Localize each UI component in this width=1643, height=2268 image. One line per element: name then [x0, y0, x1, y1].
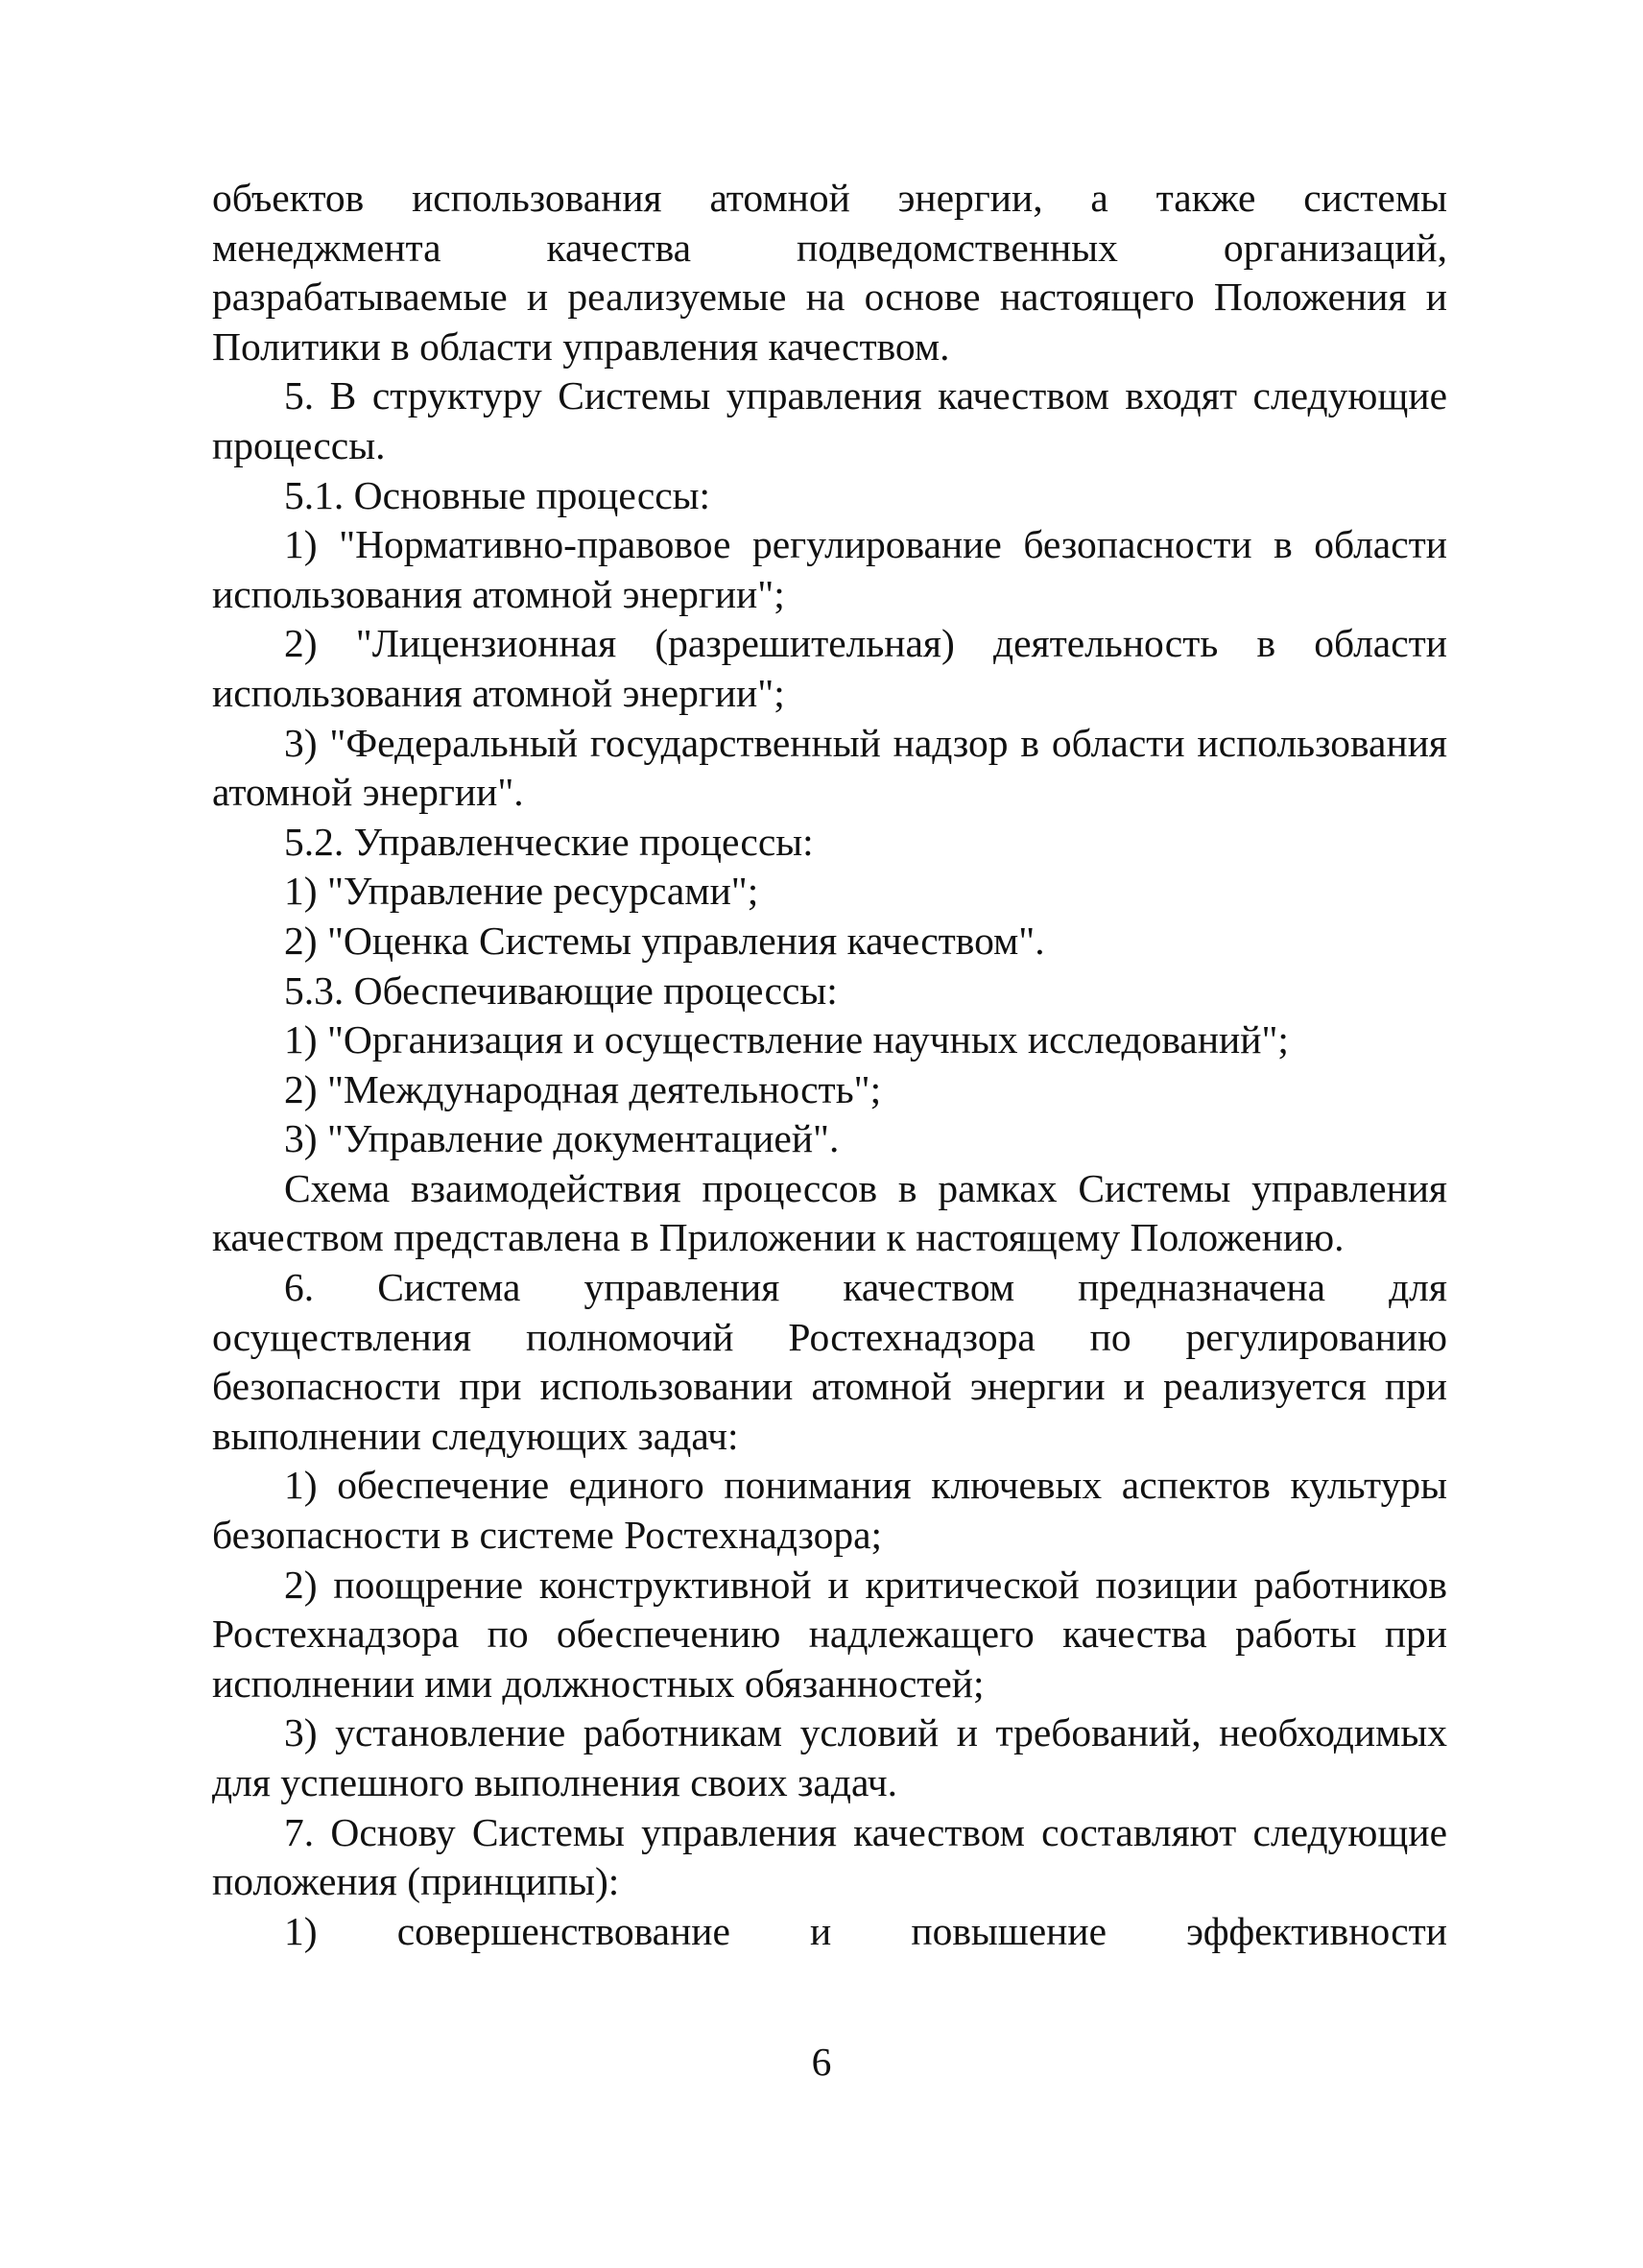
- list-item: 3) установление работникам условий и требований, необходимых для успешного выполнения своих задач.: [212, 1710, 1447, 1804]
- paragraph-scheme: Схема взаимодействия процессов в рамках Системы управления качеством представлена в Приложении к настоящему Положению.: [212, 1165, 1447, 1260]
- document-body: [212, 174, 1447, 1956]
- list-item: 1) обеспечение единого понимания ключевых аспектов культуры безопасности в системе Ростехнадзора;: [212, 1463, 1447, 1558]
- list-item: 2) поощрение конструктивной и критической позиции работников Ростехнадзора по обеспечению надлежащего качества работы при исполнении ими должностных обязанностей;: [212, 1562, 1447, 1706]
- list-item: 2) "Международная деятельность";: [284, 1066, 882, 1111]
- list-item: 1) "Нормативно-правовое регулирование безопасности в области использования атомной энергии";: [212, 522, 1447, 616]
- list-item: 3) "Управление документацией".: [284, 1116, 840, 1161]
- list-item: 1) совершенствование и повышение эффективности: [284, 1908, 1447, 1953]
- paragraph-continuation: объектов использования атомной энергии, а также системы менеджмента качества подведомственных организаций, разрабатываемые и реализуемые на основе настоящего Положения и Политики в области управления качеством.: [212, 176, 1447, 369]
- list-item: 1) "Управление ресурсами";: [284, 869, 759, 914]
- subheading-5-1: 5.1. Основные процессы:: [284, 472, 711, 517]
- list-item: 3) "Федеральный государственный надзор в области использования атомной энергии".: [212, 720, 1447, 815]
- list-item: 1) "Организация и осуществление научных исследований";: [284, 1017, 1289, 1062]
- list-item: 2) "Оценка Системы управления качеством".: [284, 918, 1045, 963]
- page-number: 6: [811, 2040, 832, 2084]
- paragraph-item-7: 7. Основу Системы управления качеством составляют следующие положения (принципы):: [212, 1809, 1447, 1904]
- subheading-5-2: 5.2. Управленческие процессы:: [284, 819, 814, 864]
- paragraph-item-5: 5. В структуру Системы управления качеством входят следующие процессы.: [212, 373, 1447, 467]
- list-item: 2) "Лицензионная (разрешительная) деятельность в области использования атомной энергии";: [212, 621, 1447, 715]
- paragraph-item-6: 6. Система управления качеством предназначена для осуществления полномочий Ростехнадзора по регулированию безопасности при использовании атомной энергии и реализуется при выполнении следующих задач:: [212, 1265, 1447, 1458]
- subheading-5-3: 5.3. Обеспечивающие процессы:: [284, 967, 838, 1013]
